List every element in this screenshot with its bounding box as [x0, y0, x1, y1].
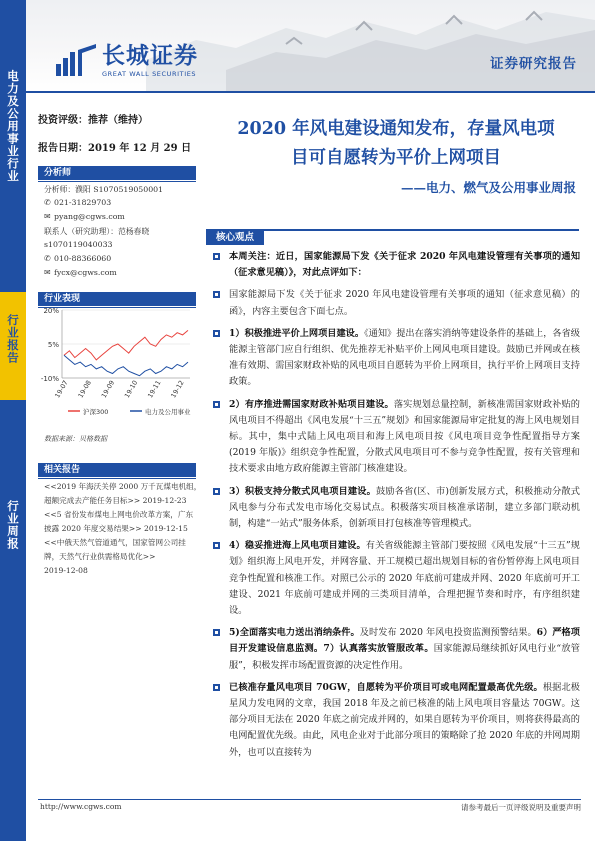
contact-id: s1070119040033: [44, 240, 113, 249]
paragraph-point-1: [210, 326, 580, 391]
y-tick-label: -10%: [40, 375, 59, 383]
sidebar-weekly-block: [0, 500, 26, 600]
y-tick-label: 5%: [47, 341, 59, 349]
contact-email-row[interactable]: [44, 268, 117, 277]
paragraph-text: 落实规划总量控制，新核准需国家财政补贴的风电项目不得超出《风电发展“十三五”规划》和国家能源局审定批复的海上风电规划目标。其中，集中式陆上风电项目和海上风电项目按《风电项目竞争性配置指导方案(2019 年版)》组织竞争性配置，分散式风电项目可不参与竞争性配置，按有关管理和技术要求由地方政府能源主管部门核准建设。: [229, 398, 580, 475]
paragraph-points-5-7: [210, 625, 580, 674]
sidebar-industry-text: 电力及公用事业行业: [6, 70, 20, 183]
email-icon: ✉: [44, 212, 51, 221]
paragraph-focus: [210, 249, 580, 281]
square-bullet-icon: [213, 629, 220, 636]
footer-divider: [38, 799, 581, 800]
left-sidebar: [0, 0, 26, 841]
industry-performance-chart: [36, 304, 196, 422]
paragraph-point-3: [210, 484, 580, 533]
x-tick-label: 19-09: [99, 379, 117, 400]
related-report-line[interactable]: <<中俄天然气管道通气，国家管网公司挂: [44, 538, 186, 547]
paragraph-text: 根据北极星风力发电网的文章，我国 2018 年及之前已核准的陆上风电项目容量达 70GW。这部分项目无法在 2020 年底之前完成并网的，如果自愿转为平价项目，则将获得最高的电网配置优先级。由此，风电企业对于此部分项目的策略除了抢 2020 年底的并网周期外，也可以直接转为: [229, 681, 580, 758]
brand-name-cn: 长城证券: [102, 43, 198, 69]
contact-phone: 010-88366060: [54, 254, 112, 263]
paragraph-text: 国家能源局下发《关于征求 2020 年风电建设管理有关事项的通知（征求意见稿）的函》，内容主要包含下面七点。: [229, 289, 580, 317]
core-viewpoints-body: [210, 249, 580, 767]
related-report-line[interactable]: 披露 2020 年度交易结果>> 2019-12-15: [44, 524, 188, 533]
x-tick-label: 19-10: [122, 379, 140, 400]
series-line: [64, 330, 188, 360]
paragraph-text: 有关省级能源主管部门要按照《风电发展“十三五”规划》组织海上风电开发，并网容量、开工规模已超出规划目标的省份暂停海上风电项目竞争性配置和核准工作。对照已公示的 2020 年底前可建成并网、2020 年底前可开工建设、2021 年底前可建成并网的三类项目清单，合理把握节奏和时序，有序组织建设。: [229, 540, 580, 617]
x-tick-label: 19-11: [146, 379, 163, 400]
related-report-line[interactable]: <<2019 年海沃关停 2000 万千瓦煤电机组，: [44, 482, 202, 491]
brand-name-en: GREAT WALL SECURITIES: [102, 70, 197, 78]
report-title: [200, 115, 592, 173]
paragraph-approved-projects: [210, 680, 580, 761]
performance-section-header: 行业表现: [38, 292, 196, 306]
core-viewpoints-tag: 核心观点: [206, 230, 264, 245]
square-bullet-icon: [213, 330, 220, 337]
x-tick-label: 19-08: [76, 379, 93, 400]
contact-name: 联系人（研究助理）：范杨春晓: [44, 227, 150, 236]
contact-phone-row: [44, 254, 111, 263]
analyst-email-row[interactable]: [44, 212, 125, 221]
contact-email[interactable]: fycx@cgws.com: [54, 268, 117, 277]
related-report-line[interactable]: <<5 省份发布煤电上网电价改革方案，广东: [44, 510, 194, 519]
report-title-line-1: 2020 年风电建设通知发布，存量风电项: [237, 119, 555, 139]
sidebar-report-block: [0, 292, 26, 400]
related-report-line[interactable]: 超额完成去产能任务目标>> 2019-12-23: [44, 496, 187, 505]
square-bullet-icon: [213, 253, 220, 260]
paragraph-lead: 1）积极推进平价上网项目建设。: [229, 327, 365, 339]
paragraph-overview: [210, 287, 580, 319]
paragraph-text: 《通知》提出在落实消纳等建设条件的基础上，各省级能源主管部门应自行组织、优先推荐无补贴平价上网风电项目建设。鼓励已并网或在核准有效期、需国家财政补贴的风电项目自愿转为平价上网项目，执行平价上网项目支持政策。: [229, 327, 580, 388]
sidebar-weekly-text: 行业周报: [6, 500, 20, 550]
square-bullet-icon: [213, 542, 220, 549]
paragraph-point-2: [210, 397, 580, 478]
legend-label: 沪深300: [83, 408, 109, 416]
brand-logo: [54, 44, 198, 78]
y-tick-label: 20%: [43, 307, 59, 315]
related-report-line[interactable]: 牌，天然气行业供需格局优化>>: [44, 552, 156, 561]
chart-source-note: 数据来源：贝格数据: [44, 435, 107, 443]
investment-rating: 投资评级：推荐（维持）: [38, 115, 148, 126]
paragraph-text: 国家能源局继续抓好风电行业“放管服”，积极发挥市场配置资源的决定性作用。: [229, 643, 580, 671]
paragraph-lead: 7）认真落实放管服改革。: [323, 643, 434, 655]
x-tick-label: 19-07: [53, 379, 70, 400]
header-divider: [26, 91, 595, 93]
analyst-email[interactable]: pyang@cgws.com: [54, 212, 125, 221]
email-icon: ✉: [44, 268, 51, 277]
footer-disclaimer: 请参考最后一页评级说明及重要声明: [461, 803, 581, 812]
phone-icon: ✆: [44, 198, 51, 207]
square-bullet-icon: [213, 488, 220, 495]
paragraph-lead: 3）积极支持分散式风电项目建设。: [229, 485, 377, 497]
analyst-section-header: 分析师: [38, 166, 196, 180]
report-title-line-2: 目可自愿转为平价上网项目: [291, 148, 501, 168]
sidebar-report-text: 行业报告: [6, 314, 20, 364]
related-reports-header: 相关报告: [38, 463, 196, 477]
footer-website-link[interactable]: http://www.cgws.com: [40, 802, 122, 811]
report-type-label: 证券研究报告: [490, 56, 577, 72]
series-line: [64, 355, 188, 375]
paragraph-lead: 已核准存量风电项目 70GW，自愿转为平价项目可或电网配置最高优先级。: [229, 681, 543, 693]
x-tick-label: 19-12: [169, 379, 186, 400]
paragraph-text: 近日，国家能源局下发《关于征求 2020 年风电建设管理有关事项的通知（征求意见稿）》，对此点评如下：: [229, 251, 581, 279]
paragraph-lead: 4）稳妥推进海上风电项目建设。: [229, 540, 366, 552]
paragraph-text: 及时发布 2020 年风电投资监测预警结果。: [359, 627, 537, 639]
paragraph-lead: 2）有序推进需国家财政补贴项目建设。: [229, 398, 394, 410]
analyst-name: 分析师：濮阳 S1070519050001: [44, 185, 164, 194]
paragraph-lead: 6）严格项目开发建设信息监测。: [229, 627, 580, 655]
legend-label: 电力及公用事业: [145, 408, 191, 416]
square-bullet-icon: [213, 401, 220, 408]
sidebar-industry-label: [0, 70, 26, 260]
phone-icon: ✆: [44, 254, 51, 263]
paragraph-text: 鼓励各省(区、市)创新发展方式，积极推动分散式风电参与分布式发电市场化交易试点。积极落实项目核准承诺制，建立多部门联动机制，构建“一站式”服务体系，创新项目打包核准等管理模式。: [229, 485, 580, 530]
related-report-line[interactable]: 2019-12-08: [44, 566, 88, 575]
report-subtitle: ——电力、燃气及公用事业周报: [400, 180, 576, 195]
report-date: 报告日期：2019 年 12 月 29 日: [38, 143, 192, 154]
brand-mark-icon: [54, 44, 98, 78]
analyst-phone: 021-31829703: [54, 198, 112, 207]
analyst-phone-row: [44, 198, 111, 207]
square-bullet-icon: [213, 684, 220, 691]
related-reports-list: [44, 480, 202, 578]
square-bullet-icon: [213, 291, 220, 298]
page-header: [26, 0, 595, 92]
paragraph-point-4: [210, 538, 580, 619]
paragraph-lead: 本周关注：: [229, 251, 276, 262]
paragraph-lead: 5)全面落实电力送出消纳条件。: [229, 627, 360, 639]
